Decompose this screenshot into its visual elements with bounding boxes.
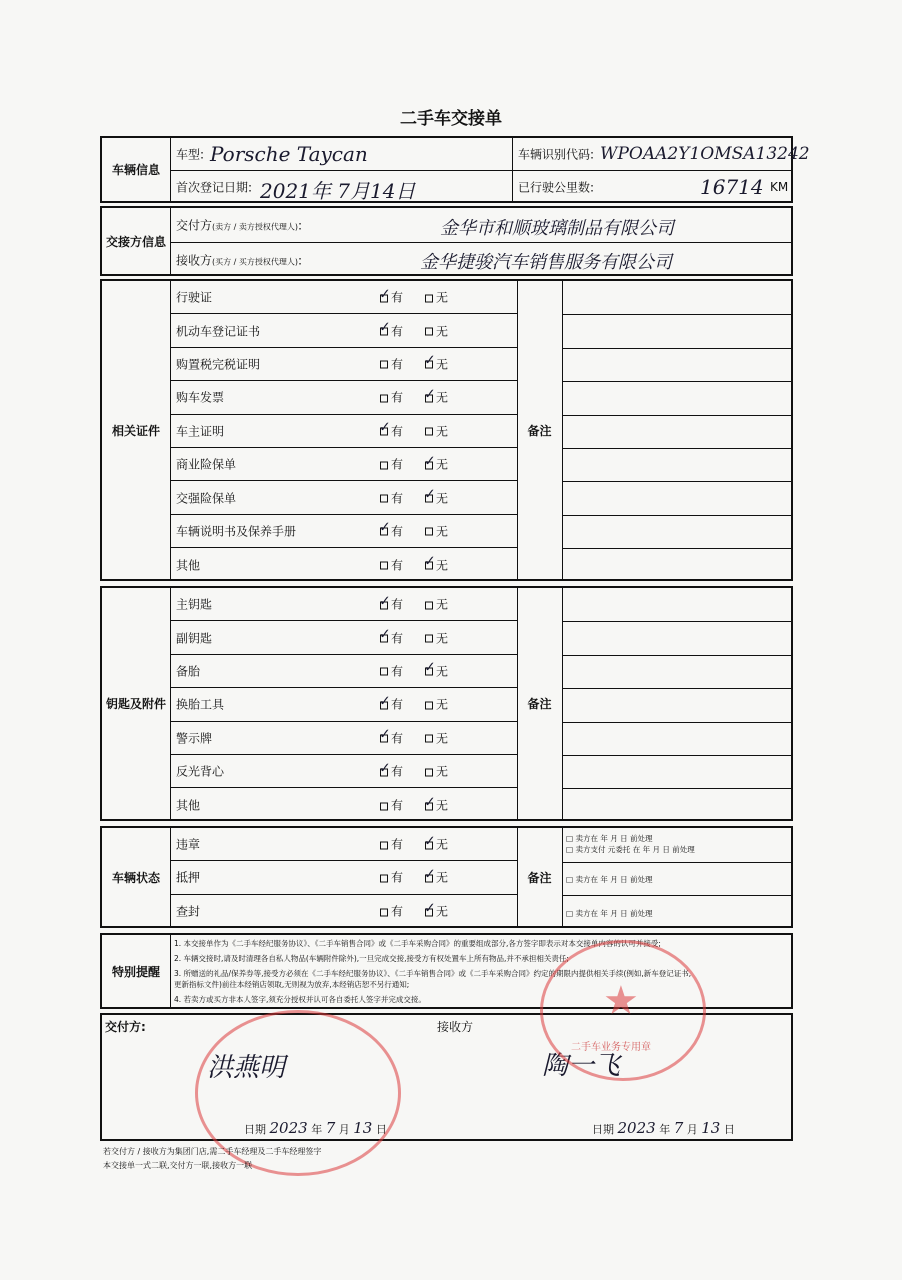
- option-yes[interactable]: 有: [380, 662, 403, 679]
- vin-label: 车辆识别代码:: [518, 147, 595, 162]
- seal-text: 二手车业务专用章: [571, 1042, 651, 1053]
- option-yes[interactable]: ✓ 有: [380, 422, 403, 439]
- reminder-line-4: 更新指标文件)前往本经销店领取,无则视为放弃,本经销店恕不另行通知;: [174, 980, 410, 989]
- option-yes[interactable]: ✓ 有: [380, 322, 403, 339]
- checkbox-icon[interactable]: [380, 461, 388, 469]
- option-no[interactable]: ✓ 无: [425, 355, 448, 372]
- giver-sign-label: 交付方:: [105, 1020, 146, 1034]
- page-title: 二手车交接单: [400, 109, 502, 129]
- checkbox-icon[interactable]: [425, 841, 433, 849]
- checkbox-icon[interactable]: [425, 528, 433, 536]
- documents-section: [100, 279, 793, 581]
- option-yes[interactable]: 有: [380, 869, 403, 886]
- checkbox-icon[interactable]: [425, 601, 433, 609]
- receiver-label: 接收方: [176, 253, 213, 267]
- checkbox-icon[interactable]: [425, 768, 433, 776]
- option-yes[interactable]: ✓ 有: [380, 729, 403, 746]
- checkbox-icon[interactable]: [425, 328, 433, 336]
- checklist-label: 机动车登记证书: [176, 324, 261, 339]
- mileage-unit: KM: [770, 180, 789, 194]
- checklist-row: [170, 314, 517, 347]
- checklist-row: [170, 281, 517, 314]
- checklist-row: [170, 621, 517, 654]
- checklist-row: [170, 415, 517, 448]
- status-section: [100, 826, 793, 928]
- checklist-label: 车主证明: [176, 424, 225, 439]
- keys-section-label: 钥匙及附件: [102, 588, 171, 819]
- checklist-label: 主钥匙: [176, 597, 213, 612]
- model-label: 车型:: [176, 147, 205, 162]
- footer-line-1: 若交付方 / 接收方为集团门店,需二手车经理及二手车经理签字: [103, 1147, 322, 1156]
- checkbox-icon[interactable]: [380, 701, 388, 709]
- checkbox-icon[interactable]: [380, 294, 388, 302]
- option-yes[interactable]: 有: [380, 556, 403, 573]
- checkbox-icon[interactable]: [380, 428, 388, 436]
- mileage-value: 16714: [700, 175, 764, 199]
- checkbox-icon[interactable]: [380, 802, 388, 810]
- documents-remark-label: 备注: [527, 423, 552, 438]
- checkbox-icon[interactable]: [380, 668, 388, 676]
- checklist-label: 交强险保单: [176, 491, 237, 506]
- checkbox-icon[interactable]: [425, 735, 433, 743]
- option-yes[interactable]: ✓ 有: [380, 289, 403, 306]
- checkbox-icon[interactable]: [425, 361, 433, 369]
- checkbox-icon[interactable]: [425, 802, 433, 810]
- company-seal-right: [540, 940, 706, 1081]
- checkbox-icon[interactable]: [380, 908, 388, 916]
- status-section-label: 车辆状态: [102, 828, 171, 926]
- checkbox-icon[interactable]: [425, 461, 433, 469]
- status-note-3: □ 卖方在 年 月 日 前处理: [566, 875, 653, 884]
- checklist-label: 购置税完税证明: [176, 357, 261, 372]
- option-yes[interactable]: 有: [380, 355, 403, 372]
- reg-date-label: 首次登记日期:: [176, 180, 253, 195]
- option-no[interactable]: ✓ 无: [425, 456, 448, 473]
- receiver-note: (买方 / 买方授权代理人): [212, 257, 299, 266]
- option-no[interactable]: 无: [425, 596, 448, 613]
- checkbox-icon[interactable]: [380, 528, 388, 536]
- mileage-label: 已行驶公里数:: [518, 180, 595, 195]
- checkbox-icon[interactable]: [380, 768, 388, 776]
- receiver-sign-label: 接收方: [437, 1020, 474, 1034]
- checklist-row: [170, 861, 517, 894]
- checkbox-icon[interactable]: [380, 328, 388, 336]
- checklist-row: [170, 348, 517, 381]
- option-no[interactable]: 无: [425, 696, 448, 713]
- option-no[interactable]: 无: [425, 629, 448, 646]
- option-yes[interactable]: ✓ 有: [380, 596, 403, 613]
- checkbox-icon[interactable]: [380, 495, 388, 503]
- checklist-row: [170, 481, 517, 514]
- vehicle-info-section: [100, 136, 810, 203]
- option-no[interactable]: 无: [425, 322, 448, 339]
- option-no[interactable]: ✓ 无: [425, 389, 448, 406]
- checkbox-icon[interactable]: [380, 562, 388, 570]
- giver-value: 金华市和顺玻璃制品有限公司: [440, 218, 674, 239]
- option-no[interactable]: ✓ 无: [425, 489, 448, 506]
- checklist-label: 副钥匙: [176, 631, 213, 646]
- checkbox-icon[interactable]: [425, 701, 433, 709]
- option-no[interactable]: ✓ 无: [425, 556, 448, 573]
- checklist-row: [170, 448, 517, 481]
- reg-date-value: 2021年 7月14日: [260, 179, 416, 203]
- checklist-label: 警示牌: [176, 731, 213, 746]
- star-icon: ★: [603, 978, 639, 1024]
- option-no[interactable]: 无: [425, 289, 448, 306]
- checkbox-icon[interactable]: [380, 874, 388, 882]
- checkbox-icon[interactable]: [425, 668, 433, 676]
- checklist-label: 反光背心: [176, 764, 225, 779]
- option-yes[interactable]: 有: [380, 903, 403, 920]
- giver-date: 日期 2023 年 7 月 13 日: [244, 1119, 387, 1137]
- checkbox-icon[interactable]: [380, 735, 388, 743]
- checkbox-icon[interactable]: [380, 841, 388, 849]
- checklist-label: 车辆说明书及保养手册: [176, 524, 297, 539]
- status-remark-label: 备注: [527, 870, 552, 885]
- receiver-signature: 陶一飞: [542, 1051, 621, 1081]
- checklist-row: [170, 722, 517, 755]
- reminder-line-2: 2. 车辆交接时,请及时清理各自私人物品(车辆附件除外),一旦完成交接,接受方有权处置车上所有物品,并不承担相关责任;: [174, 954, 569, 963]
- checklist-label: 行驶证: [176, 290, 213, 305]
- checklist-row: [170, 655, 517, 688]
- checklist-row: [170, 515, 517, 548]
- receiver-date: 日期 2023 年 7 月 13 日: [592, 1119, 735, 1137]
- checkbox-icon[interactable]: [425, 874, 433, 882]
- status-note-4: □ 卖方在 年 月 日 前处理: [566, 909, 653, 918]
- keys-section: [100, 586, 793, 821]
- option-no[interactable]: 无: [425, 522, 448, 539]
- giver-note: (卖方 / 卖方授权代理人): [212, 222, 299, 232]
- option-yes[interactable]: ✓ 有: [380, 629, 403, 646]
- option-yes[interactable]: 有: [380, 797, 403, 814]
- checklist-label: 抵押: [176, 870, 201, 885]
- reminder-section-label: 特别提醒: [102, 935, 171, 1007]
- parties-section-label: 交接方信息: [102, 208, 171, 274]
- status-note-2: □ 卖方支付 元委托 在 年 月 日 前处理: [566, 845, 695, 854]
- checkbox-icon[interactable]: [425, 394, 433, 402]
- option-no[interactable]: ✓ 无: [425, 836, 448, 853]
- checkbox-icon[interactable]: [380, 635, 388, 643]
- reminder-line-5: 4. 若卖方或买方非本人签字,须充分授权并认可各自委托人签字并完成交接。: [174, 995, 426, 1004]
- option-yes[interactable]: 有: [380, 389, 403, 406]
- checkbox-icon[interactable]: [425, 495, 433, 503]
- footer-line-2: 本交接单一式二联,交付方一联,接收方一联: [103, 1161, 253, 1170]
- checkbox-icon[interactable]: [380, 601, 388, 609]
- checklist-label: 其他: [176, 558, 201, 573]
- checkbox-icon[interactable]: [425, 635, 433, 643]
- checklist-row: [170, 548, 517, 581]
- checkbox-icon[interactable]: [425, 294, 433, 302]
- checklist-row: [170, 828, 517, 861]
- checkbox-icon[interactable]: [425, 428, 433, 436]
- status-note-1: □ 卖方在 年 月 日 前处理: [566, 834, 653, 843]
- option-no[interactable]: 无: [425, 763, 448, 780]
- checklist-row: [170, 895, 517, 928]
- model-value: Porsche Taycan: [210, 142, 368, 166]
- checklist-row: [170, 588, 517, 621]
- option-no[interactable]: 无: [425, 422, 448, 439]
- checklist-label: 备胎: [176, 664, 201, 679]
- checkbox-icon[interactable]: [425, 562, 433, 570]
- checkbox-icon[interactable]: [380, 394, 388, 402]
- checklist-row: [170, 788, 517, 821]
- checkbox-icon[interactable]: [380, 361, 388, 369]
- checklist-row: [170, 381, 517, 414]
- checklist-label: 商业险保单: [176, 457, 237, 472]
- checklist-label: 换胎工具: [176, 697, 225, 712]
- checklist-label: 违章: [176, 837, 201, 852]
- option-yes[interactable]: 有: [380, 836, 403, 853]
- parties-section: 交接方信息 交付方(卖方 / 卖方授权代理人): 金华市和顺玻璃制品有限公司 接收方(买方 / 买方授权代理人): 金华捷骏汽车销售服务有限公司: [100, 206, 793, 276]
- checklist-label: 其他: [176, 798, 201, 813]
- vin-value: WPOAA2Y1OMSA13242: [600, 144, 810, 164]
- option-no[interactable]: 无: [425, 729, 448, 746]
- checklist-row: [170, 688, 517, 721]
- option-yes[interactable]: ✓ 有: [380, 763, 403, 780]
- checklist-label: 购车发票: [176, 390, 225, 405]
- option-yes[interactable]: ✓ 有: [380, 522, 403, 539]
- receiver-value: 金华捷骏汽车销售服务有限公司: [420, 252, 672, 273]
- option-no[interactable]: ✓ 无: [425, 869, 448, 886]
- option-no[interactable]: ✓ 无: [425, 903, 448, 920]
- keys-remark-label: 备注: [527, 697, 552, 711]
- checklist-row: [170, 755, 517, 788]
- checklist-label: 查封: [176, 904, 201, 919]
- reminder-line-1: 1. 本交接单作为《二手车经纪服务协议》、《二手车销售合同》或《二手车采购合同》的重要组成部分,各方签字即表示对本交接单内容的认可并接受;: [174, 939, 661, 948]
- checkbox-icon[interactable]: [425, 908, 433, 916]
- option-yes[interactable]: ✓ 有: [380, 696, 403, 713]
- option-no[interactable]: ✓ 无: [425, 662, 448, 679]
- option-yes[interactable]: 有: [380, 456, 403, 473]
- giver-label: 交付方: [176, 218, 213, 233]
- option-yes[interactable]: 有: [380, 489, 403, 506]
- option-no[interactable]: ✓ 无: [425, 797, 448, 814]
- giver-signature: 洪燕明: [207, 1053, 286, 1083]
- reminder-line-3: 3. 所赠送的礼品/保养券等,接受方必须在《二手车经纪服务协议》、《二手车销售合同》或《二手车采购合同》约定的期限内提供相关手续(例如,新车登记证书,: [174, 969, 692, 978]
- vehicle-section-label: 车辆信息: [102, 138, 171, 201]
- documents-section-label: 相关证件: [102, 281, 171, 579]
